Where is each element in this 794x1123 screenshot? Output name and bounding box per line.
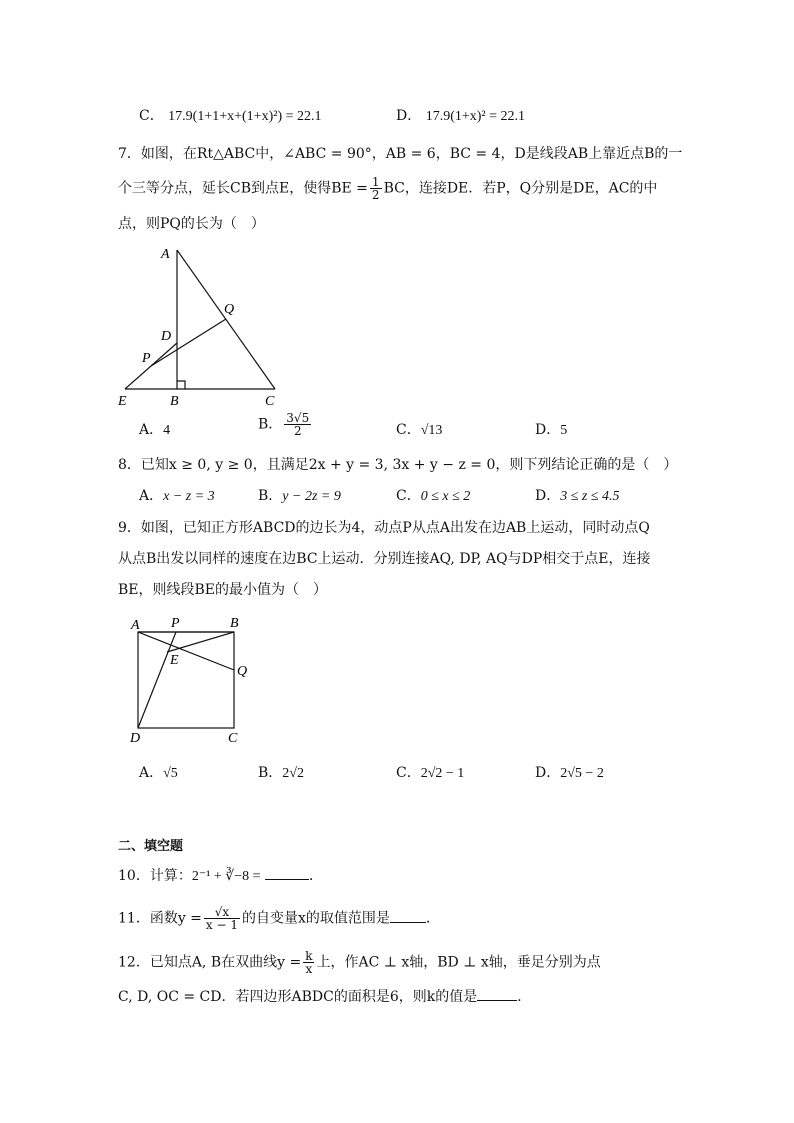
q9-option-a-label: A． <box>139 765 164 781</box>
q10-answer-blank[interactable] <box>265 879 309 880</box>
q8-option-d <box>535 486 620 507</box>
q12-frac-den: x <box>305 962 313 976</box>
q9-label-p: P <box>171 616 180 631</box>
q7-option-c <box>396 420 442 441</box>
q9-option-b-label: B． <box>258 765 283 781</box>
q7-option-b-den: 2 <box>293 424 302 438</box>
q7-option-c-text: √13 <box>420 423 443 438</box>
q7-label-a: A <box>161 247 170 262</box>
q9-seg-dp <box>138 632 176 728</box>
q9-option-b-text: 2√2 <box>282 766 304 781</box>
q9-label-a: A <box>131 618 140 633</box>
q10-text-b: ． <box>308 868 323 884</box>
q7-label-c: C <box>265 394 275 408</box>
q9-seg-aq <box>138 632 234 670</box>
q9-line-3: BE，则线段BE的最小值为（ ） <box>118 582 328 598</box>
q12-line-1b: 上，作AC ⊥ x轴，BD ⊥ x轴，垂足分别为点 <box>316 954 601 971</box>
q8-option-a-text: x − z = 3 <box>163 489 215 504</box>
q7-line-2a: 个三等分点，延长CB到点E，使得BE = <box>118 180 368 197</box>
q6-option-c <box>139 106 322 127</box>
q7-option-a-text: 4 <box>163 423 171 438</box>
q8-option-c-label: C． <box>396 488 421 504</box>
q8-option-c <box>396 486 470 507</box>
q9-option-c-label: C． <box>396 765 421 781</box>
q11-frac-den: x − 1 <box>205 918 238 932</box>
q9-option-c <box>396 763 464 784</box>
q12-answer-blank[interactable] <box>477 1000 517 1001</box>
q12-fraction <box>303 950 314 975</box>
q9-label-q: Q <box>237 664 248 679</box>
q6-option-d-text: 17.9(1+x)² = 22.1 <box>425 109 525 124</box>
q7-option-a-label: A． <box>139 422 164 438</box>
q7-label-b: B <box>170 394 179 408</box>
q9-option-a-text: √5 <box>163 766 178 781</box>
q7-half-den: 2 <box>371 188 380 202</box>
q7-option-c-label: C． <box>396 422 421 438</box>
q6-option-d-label: D． <box>396 108 422 124</box>
q7-half-num: 1 <box>371 175 380 189</box>
q8-option-d-label: D． <box>535 488 561 504</box>
q9-seg-be <box>167 632 234 652</box>
q9-option-b <box>258 763 304 784</box>
q12-line-2a: C, D, OC = CD．若四边形ABDC的面积是6，则k的值是 <box>118 989 478 1005</box>
q7-label-e: E <box>118 394 127 408</box>
q9-line-1: 9．如图，已知正方形ABCD的边长为4，动点P从点A出发在边AB上运动，同时动点Q <box>118 520 650 536</box>
q7-line-3: 点，则PQ的长为（ ） <box>118 216 265 232</box>
q12-line-1a: 12．已知点A, B在双曲线y = <box>118 954 302 971</box>
q12-line-1 <box>118 950 601 975</box>
q7-label-p: P <box>142 351 151 366</box>
q7-option-d <box>535 420 567 441</box>
q6-option-c-label: C． <box>139 108 164 124</box>
q11-fraction <box>204 906 240 931</box>
q9-figure <box>125 612 255 746</box>
q8-option-b-label: B． <box>258 488 283 504</box>
q9-option-d-text: 2√5 − 2 <box>560 766 604 781</box>
q9-option-a <box>139 763 178 784</box>
q9-option-c-text: 2√2 − 1 <box>420 766 465 781</box>
q9-option-d-label: D． <box>535 765 561 781</box>
section-2-title: 二、填空题 <box>118 839 184 854</box>
q11-line <box>118 906 440 931</box>
q10-line <box>118 866 323 887</box>
q12-line-2 <box>118 987 531 1007</box>
q11-text-a: 11．函数y = <box>118 910 202 927</box>
q9-option-d <box>535 763 604 784</box>
q7-label-q: Q <box>224 302 235 317</box>
q8-option-b <box>258 486 341 507</box>
q11-frac-num: √x <box>204 906 240 919</box>
q9-label-c: C <box>228 731 238 746</box>
q7-option-d-text: 5 <box>560 423 568 438</box>
q7-option-b <box>258 412 313 437</box>
q7-label-d: D <box>161 329 172 344</box>
q7-right-angle-mark <box>177 381 185 389</box>
q7-half-fraction <box>370 176 382 201</box>
q10-text-a: 10．计算： <box>118 868 192 884</box>
q7-option-d-label: D． <box>535 422 561 438</box>
q8-option-b-text: y − 2z = 9 <box>282 489 341 504</box>
q7-option-b-num: 3√5 <box>286 411 310 425</box>
q9-line-2: 从点B出发以同样的速度在边BC上运动．分别连接AQ, DP, AQ与DP相交于点E，连接 <box>118 551 651 567</box>
q7-option-a <box>139 420 170 441</box>
q8-option-a <box>139 486 215 507</box>
q7-line-2b: BC，连接DE．若P，Q分别是DE，AC的中 <box>383 180 658 197</box>
q6-option-d <box>396 106 525 127</box>
q9-label-e: E <box>170 653 179 668</box>
q7-option-b-label: B． <box>258 416 283 433</box>
q7-figure <box>115 240 285 408</box>
q7-line-1: 7．如图，在Rt△ABC中，∠ABC = 90°，AB = 6，BC = 4，D是线段AB上靠近点B的一 <box>118 146 683 162</box>
q9-label-d: D <box>130 731 141 746</box>
q11-text-b: 的自变量x的取值范围是 <box>242 910 390 927</box>
q6-option-c-text: 17.9(1+1+x+(1+x)²) = 22.1 <box>168 109 322 124</box>
q7-line-2 <box>118 176 657 201</box>
q10-expr: 2⁻¹ + ∛−8 = <box>191 869 261 884</box>
q11-text-c: ． <box>425 910 440 927</box>
q11-answer-blank[interactable] <box>390 922 426 923</box>
q8-option-d-text: 3 ≤ z ≤ 4.5 <box>560 489 620 504</box>
q12-line-2b: ． <box>517 989 532 1005</box>
q8-line-1: 8．已知x ≥ 0, y ≥ 0，且满足2x + y = 3, 3x + y − z = 0，则下列结论正确的是（ ） <box>118 457 678 473</box>
q7-option-b-fraction <box>284 412 311 437</box>
q8-option-c-text: 0 ≤ x ≤ 2 <box>420 489 471 504</box>
q8-option-a-label: A． <box>139 488 164 504</box>
q12-frac-num: k <box>305 949 313 963</box>
q9-label-b: B <box>230 616 239 631</box>
